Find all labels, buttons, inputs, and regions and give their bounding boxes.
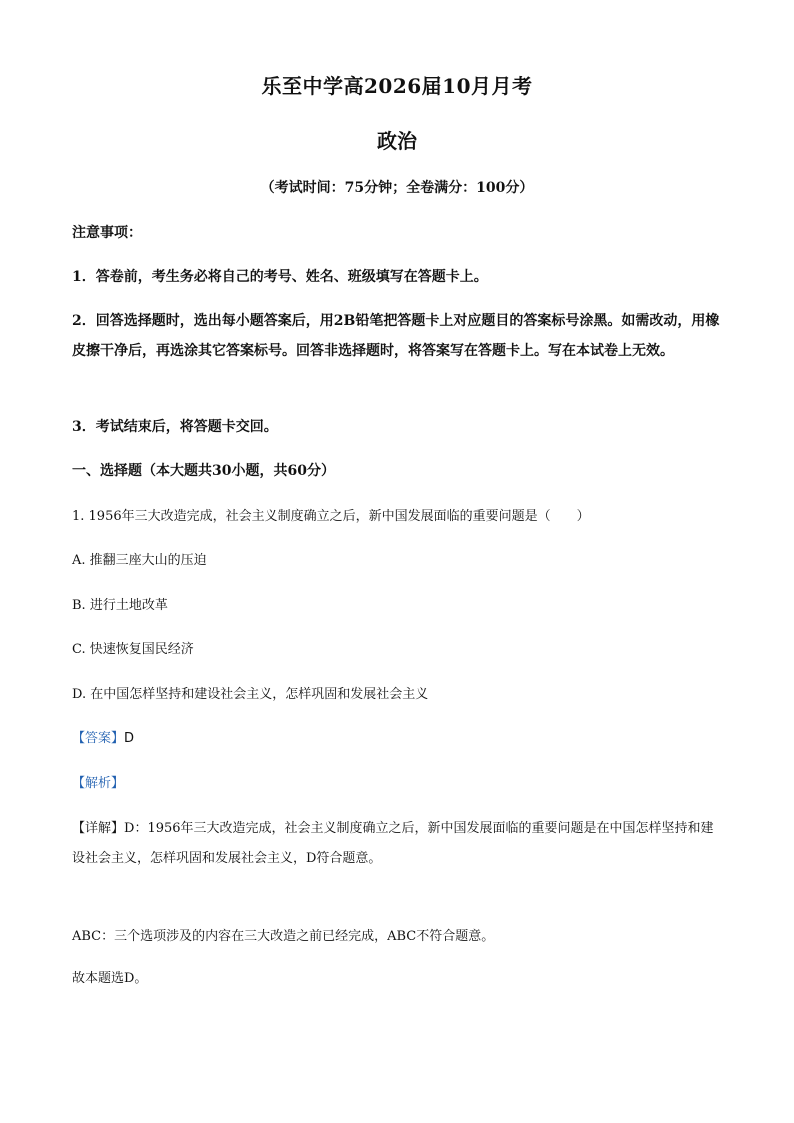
section-heading: 一、选择题（本大题共30小题，共60分） — [72, 463, 335, 479]
detail-paragraph — [72, 814, 724, 874]
question-stem: 1. 1956年三大改造完成，社会主义制度确立之后，新中国发展面临的重要问题是（ ） — [72, 509, 590, 524]
conclusion-line: 故本题选D。 — [72, 971, 148, 986]
exam-subject: 政治 — [377, 129, 417, 153]
option-d: D. 在中国怎样坚持和建设社会主义，怎样巩固和发展社会主义 — [72, 687, 429, 702]
detail-tag: 【详解】 — [72, 821, 125, 836]
answer-value: D — [124, 731, 135, 746]
detail-text: D：1956年三大改造完成，社会主义制度确立之后，新中国发展面临的重要问题是在中国怎样坚持和建设社会主义，怎样巩固和发展社会主义，D符合题意。 — [72, 821, 714, 866]
option-c: C. 快速恢复国民经济 — [72, 642, 194, 657]
abc-explanation: ABC：三个选项涉及的内容在三大改造之前已经完成，ABC不符合题意。 — [72, 929, 495, 944]
notice-item-1: 1．答卷前，考生务必将自己的考号、姓名、班级填写在答题卡上。 — [72, 269, 488, 285]
option-b: B. 进行土地改革 — [72, 598, 168, 613]
analysis-line — [72, 769, 724, 799]
answer-line — [72, 724, 724, 754]
analysis-tag: 【解析】 — [72, 776, 125, 791]
notice-heading: 注意事项： — [72, 225, 142, 241]
answer-tag: 【答案】 — [72, 731, 125, 746]
exam-title: 乐至中学高2026届10月月考 — [261, 74, 533, 98]
notice-item-3: 3．考试结束后，将答题卡交回。 — [72, 419, 278, 435]
option-a: A. 推翻三座大山的压迫 — [72, 553, 207, 568]
notice-item-2: 2．回答选择题时，选出每小题答案后，用2B铅笔把答题卡上对应题目的答案标号涂黑。如需改动，用橡皮擦干净后，再选涂其它答案标号。回答非选择题时，将答案写在答题卡上。写在本试卷上无效。 — [72, 313, 720, 359]
exam-info: （考试时间：75分钟；全卷满分：100分） — [260, 180, 534, 196]
